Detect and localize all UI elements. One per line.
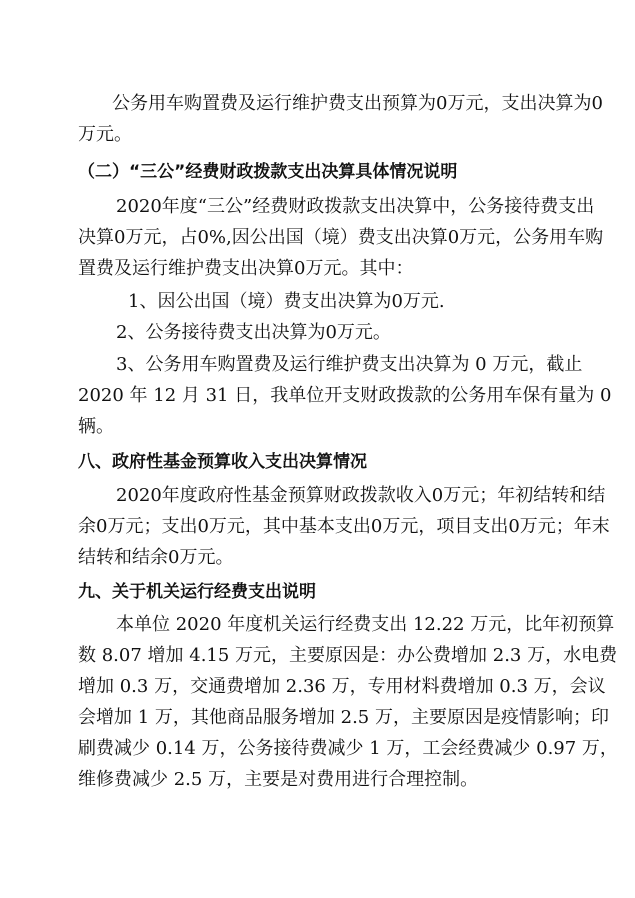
paragraph-line: 本单位 2020 年度机关运行经费支出 12.22 万元，比年初预算 bbox=[116, 614, 615, 635]
paragraph-line: 2020年度政府性基金预算财政拨款收入0万元；年初结转和结 bbox=[116, 485, 606, 506]
list-item: 1、因公出国（境）费支出决算为0万元. bbox=[128, 291, 445, 312]
paragraph-line: 置费及运行维护费支出决算0万元。其中： bbox=[78, 258, 414, 279]
paragraph-line: 辆。 bbox=[78, 416, 114, 437]
paragraph-line: 余0万元；支出0万元，其中基本支出0万元，项目支出0万元；年末 bbox=[78, 516, 610, 537]
paragraph-line: 万元。 bbox=[78, 124, 132, 145]
paragraph-line: 会增加 1 万，其他商品服务增加 2.5 万，主要原因是疫情影响；印 bbox=[78, 707, 609, 728]
paragraph-line: 公务用车购置费及运行维护费支出预算为0万元，支出决算为0 bbox=[112, 93, 603, 114]
paragraph-line: 决算0万元，占0%,因公出国（境）费支出决算0万元，公务用车购 bbox=[78, 227, 604, 248]
paragraph-line: 数 8.07 增加 4.15 万元，主要原因是：办公费增加 2.3 万，水电费 bbox=[78, 645, 618, 666]
paragraph-line: 2020年度“三公”经费财政拨款支出决算中，公务接待费支出 bbox=[116, 196, 595, 217]
paragraph-line: 2020 年 12 月 31 日，我单位开支财政拨款的公务用车保有量为 0 bbox=[78, 385, 612, 406]
list-item: 2、公务接待费支出决算为0万元。 bbox=[116, 322, 391, 343]
section-heading-8: 八、政府性基金预算收入支出决算情况 bbox=[78, 452, 367, 472]
paragraph-line: 维修费减少 2.5 万，主要是对费用进行合理控制。 bbox=[78, 769, 479, 790]
paragraph-line: 刷费减少 0.14 万，公务接待费减少 1 万，工会经费减少 0.97 万， bbox=[78, 738, 618, 759]
paragraph-line: 结转和结余0万元。 bbox=[78, 547, 234, 568]
paragraph-line: 增加 0.3 万，交通费增加 2.36 万，专用材料费增加 0.3 万，会议 bbox=[78, 676, 606, 697]
section-heading-sub2: （二）“三公”经费财政拨款支出决算具体情况说明 bbox=[78, 162, 458, 182]
list-item: 3、公务用车购置费及运行维护费支出决算为 0 万元，截止 bbox=[116, 354, 583, 375]
section-heading-9: 九、关于机关运行经费支出说明 bbox=[78, 582, 316, 602]
